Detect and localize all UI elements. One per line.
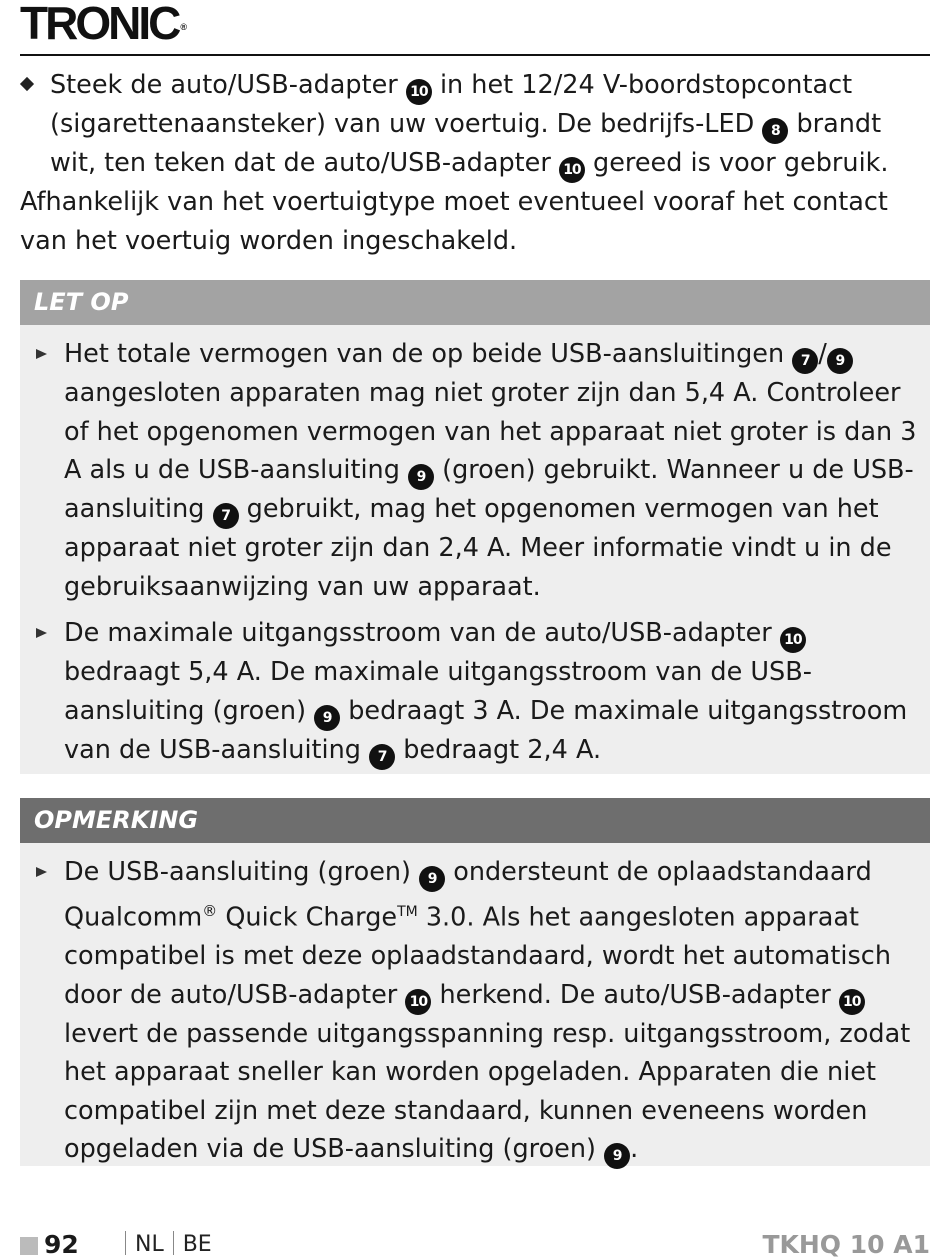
list-item: De USB-aansluiting (groen) 9 ondersteunt de oplaadstandaard Qualcomm® Quick Charge™ 3.0. Als het aangesloten apparaat compatibel is met deze oplaadstandaard, wordt het automatisch door de auto/USB-adapter 10 herkend. De auto/USB-adapter 10 levert de passende uitgangsspanning resp. uitgangsstroom, zodat het apparaat sneller kan worden opgeladen. Apparaten die niet compatibel zijn met deze standaard, kunnen eveneens worden opgeladen via de USB-aansluiting (groen) 9 . <box>36 853 918 1169</box>
ref-number-icon: 9 <box>419 866 445 892</box>
let-op-heading: LET OP <box>20 280 930 325</box>
brand-logo: TRONIC ® <box>20 0 187 49</box>
ref-number-icon: 9 <box>604 1143 630 1169</box>
arrow-bullet-icon <box>36 628 47 638</box>
arrow-bullet-icon <box>36 349 47 359</box>
ref-number-icon: 10 <box>839 989 865 1015</box>
list-item: De maximale uitgangsstroom van de auto/USB-adapter 10 bedraagt 5,4 A. De maximale uitgangsstroom van de USB-aansluiting (groen) 9 bedraagt 3 A. De maximale uitgangsstroom van de USB-aansluiting 7 bedraagt 2,4 A. <box>36 614 918 770</box>
model-number: TKHQ 10 A1 <box>762 1230 930 1259</box>
ref-number-icon: 7 <box>213 503 239 529</box>
opmerking-box <box>20 798 930 1166</box>
ref-number-icon: 7 <box>792 348 818 374</box>
ref-number-icon: 9 <box>827 348 853 374</box>
ref-number-icon: 9 <box>314 705 340 731</box>
list-item: Het totale vermogen van de op beide USB-aansluitingen 7 / 9 aangesloten apparaten mag niet groter zijn dan 5,4 A. Controleer of het opgenomen vermogen van het apparaat niet groter is dan 3 A als u de USB-aansluiting 9 (groen) gebruikt. Wanneer u de USB-aansluiting 7 gebruikt, mag het opgenomen vermogen van het apparaat niet groter zijn dan 2,4 A. Meer informatie vindt u in de gebruiksaanwijzing van uw apparaat. <box>36 335 918 606</box>
ref-number-icon: 10 <box>559 157 585 183</box>
let-op-box <box>20 280 930 774</box>
ref-number-icon: 8 <box>762 118 788 144</box>
ref-number-icon: 10 <box>405 989 431 1015</box>
page-number: 92 <box>44 1230 79 1259</box>
intro-section <box>20 66 930 260</box>
opmerking-heading: OPMERKING <box>20 798 930 843</box>
page-footer <box>20 1230 930 1260</box>
language-codes: NL BE <box>116 1230 212 1260</box>
arrow-bullet-icon <box>36 867 47 877</box>
ref-number-icon: 10 <box>780 627 806 653</box>
page-marker-icon <box>20 1237 38 1255</box>
instruction-bullet: Steek de auto/USB-adapter 10 in het 12/24 V-boordstopcontact (sigarettenaansteker) van uw voertuig. De bedrijfs-LED 8 brandt wit, ten teken dat de auto/USB-adapter 10 gereed is voor gebruik. <box>20 66 930 183</box>
ref-number-icon: 10 <box>406 79 432 105</box>
ignition-note: Afhankelijk van het voertuigtype moet eventueel vooraf het contact van het voertuig worden ingeschakeld. <box>20 187 888 256</box>
diamond-bullet-icon <box>20 77 34 91</box>
ref-number-icon: 7 <box>369 744 395 770</box>
ref-number-icon: 9 <box>408 464 434 490</box>
page-header <box>20 0 930 56</box>
